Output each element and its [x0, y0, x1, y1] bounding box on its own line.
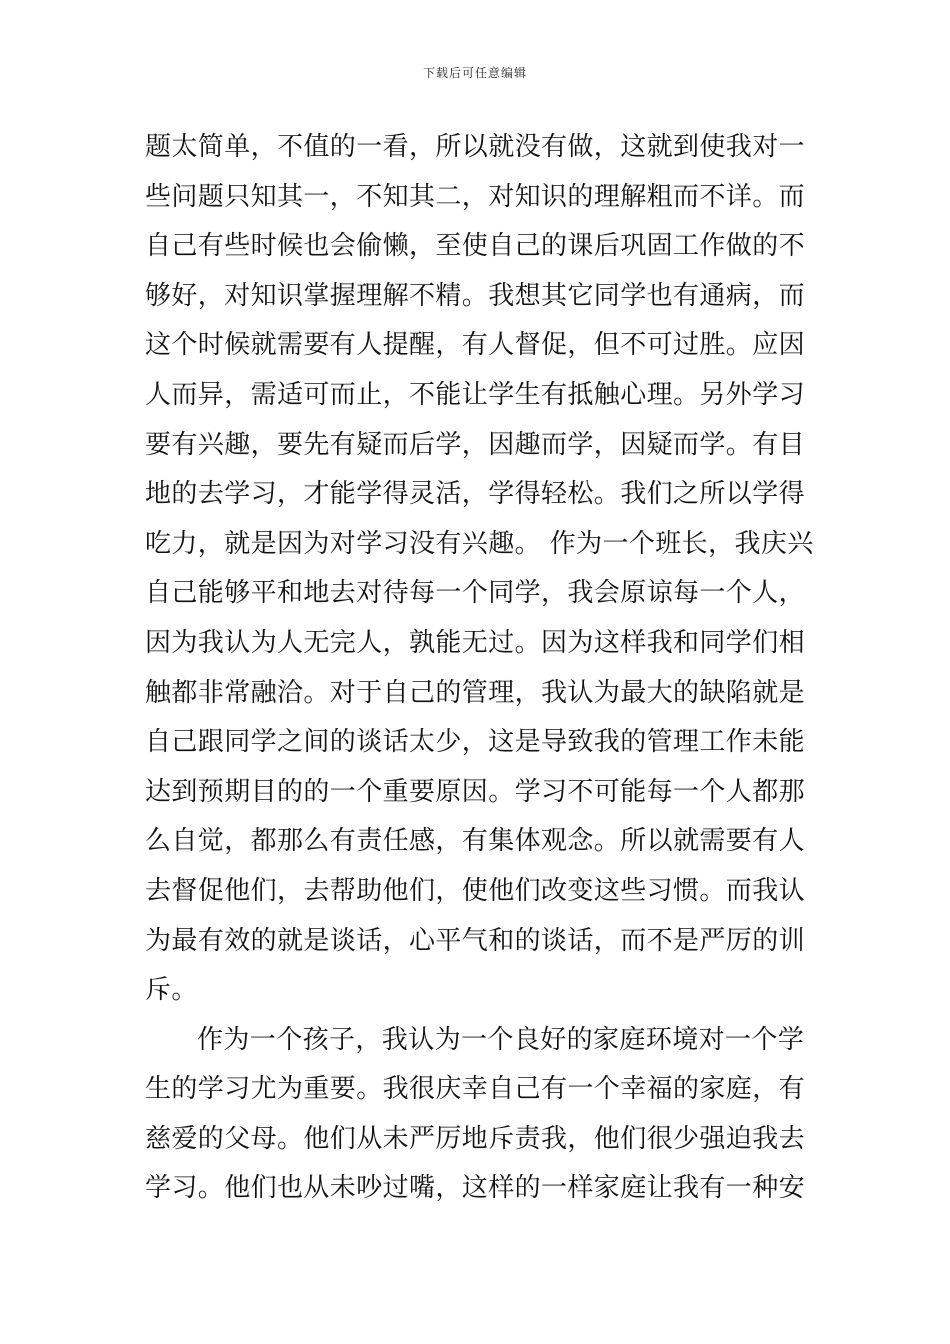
text-line: 因为我认为人无完人，孰能无过。因为这样我和同学们相: [145, 627, 806, 658]
text-line: 学习。他们也从未吵过嘴，这样的一样家庭让我有一种安: [145, 1173, 806, 1204]
text-line: 题太简单，不值的一看，所以就没有做，这就到使我对一: [145, 132, 806, 162]
text-line: 吃力，就是因为对学习没有兴趣。 作为一个班长，我庆兴: [145, 528, 814, 559]
text-line: 自己能够平和地去对待每一个同学，我会原谅每一个人，: [145, 578, 806, 609]
text-line: 地的去学习，才能学得灵活，学得轻松。我们之所以学得: [145, 479, 806, 510]
document-body: [145, 123, 814, 1214]
text-line: 触都非常融洽。对于自己的管理，我认为最大的缺陷就是: [145, 677, 806, 708]
text-line: 么自觉，都那么有责任感，有集体观念。所以就需要有人: [145, 826, 806, 857]
text-line: 达到预期目的的一个重要原因。学习不可能每一个人都那: [145, 776, 806, 807]
text-line: 作为一个孩子，我认为一个良好的家庭环境对一个学: [197, 1024, 805, 1055]
text-line: 慈爱的父母。他们从未严厉地斥责我，他们很少强迫我去: [145, 1123, 806, 1154]
text-line: 生的学习尤为重要。我很庆幸自己有一个幸福的家庭，有: [145, 1074, 806, 1105]
paragraph-1: [145, 123, 814, 1016]
text-line: 要有兴趣，要先有疑而后学，因趣而学，因疑而学。有目: [145, 429, 806, 460]
text-line: 为最有效的就是谈话，心平气和的谈话，而不是严厉的训: [145, 925, 806, 956]
paragraph-2: [145, 1016, 810, 1214]
text-line: 自己有些时候也会偷懒，至使自己的课后巩固工作做的不: [145, 231, 806, 262]
text-line: 斥。: [145, 975, 198, 1006]
text-line: 够好，对知识掌握理解不精。我想其它同学也有通病，而: [145, 280, 806, 311]
text-line: 人而异，需适可而止，不能让学生有抵触心理。另外学习: [145, 379, 806, 410]
text-line: 去督促他们，去帮助他们，使他们改变这些习惯。而我认: [145, 875, 806, 906]
page-header-note: 下载后可任意编辑: [422, 66, 527, 80]
text-line: 些问题只知其一，不知其二，对知识的理解粗而不详。而: [145, 181, 806, 212]
text-line: 这个时候就需要有人提醒，有人督促，但不可过胜。应因: [145, 330, 806, 361]
text-line: 自己跟同学之间的谈话太少，这是导致我的管理工作未能: [145, 727, 806, 758]
